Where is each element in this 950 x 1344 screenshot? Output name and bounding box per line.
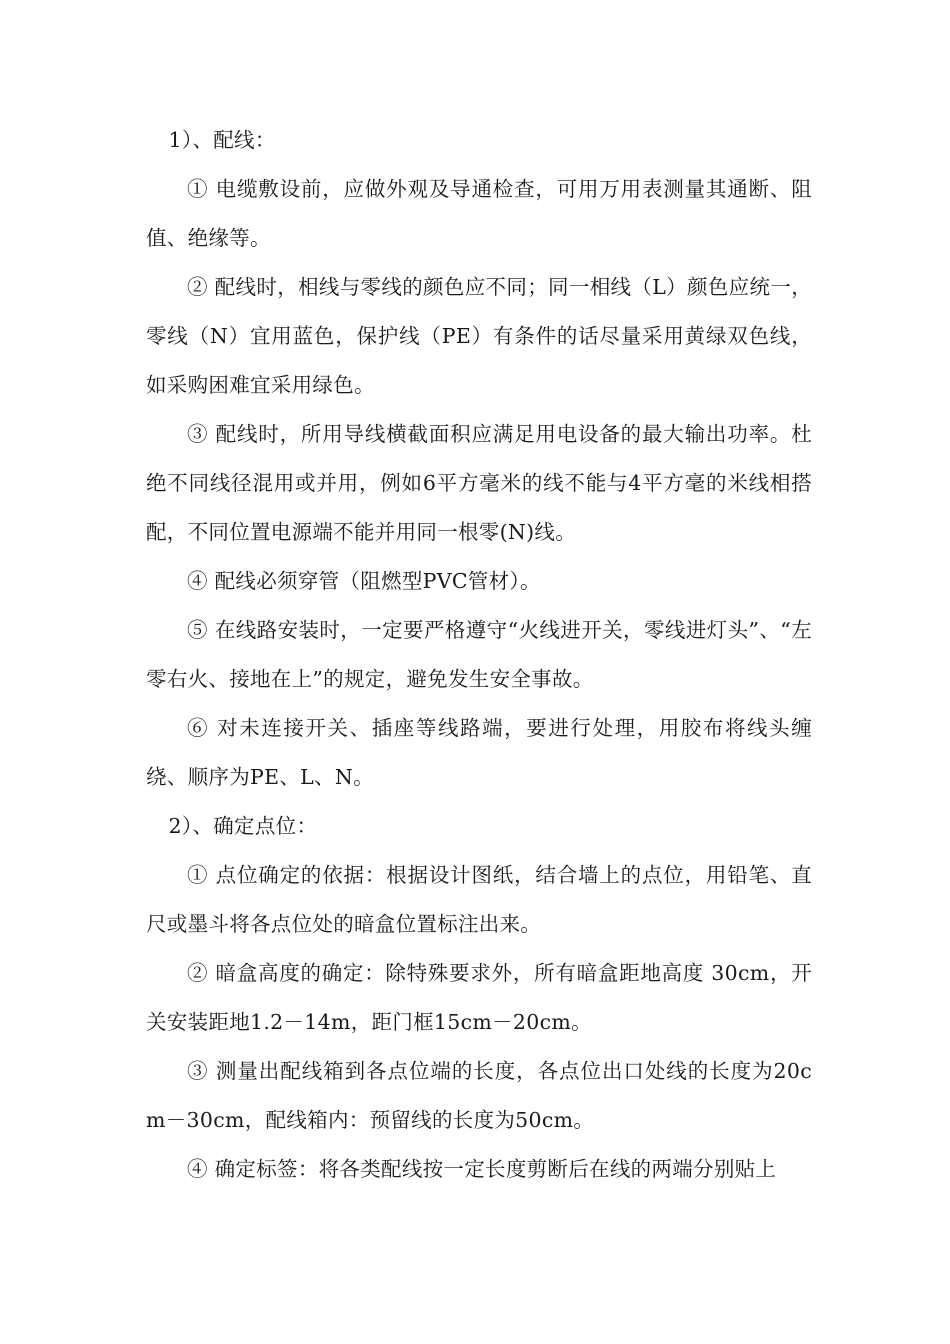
paragraph-box-height: ② 暗盒高度的确定：除特殊要求外，所有暗盒距地高度 30cm，开关安装距地1.2－14m，距门框15cm－20cm。 (146, 961, 812, 1034)
paragraph-wire-colors: ② 配线时，相线与零线的颜色应不同；同一相线（L）颜色应统一，零线（N）宜用蓝色，保护线（PE）有条件的话尽量采用黄绿双色线，如采购困难宜采用绿色。 (146, 275, 812, 397)
document-body (146, 116, 812, 1194)
section-heading-wiring: 1）、配线： (168, 128, 276, 152)
section-heading-points: 2）、确定点位： (168, 814, 318, 838)
paragraph-point-basis: ① 点位确定的依据：根据设计图纸，结合墙上的点位，用铅笔、直尺或墨斗将各点位处的暗盒位置标注出来。 (146, 863, 812, 936)
paragraph-safety-rules: ⑤ 在线路安装时，一定要严格遵守“火线进开关，零线进灯头”、“左零右火、接地在上”的规定，避免发生安全事故。 (146, 618, 812, 691)
paragraph-wire-length: ③ 测量出配线箱到各点位端的长度，各点位出口处线的长度为20cm－30cm，配线箱内：预留线的长度为50cm。 (146, 1059, 812, 1132)
paragraph-cable-inspection: ① 电缆敷设前，应做外观及导通检查，可用万用表测量其通断、阻值、绝缘等。 (146, 177, 812, 250)
paragraph-wire-cross-section: ③ 配线时，所用导线横截面积应满足用电设备的最大输出功率。杜绝不同线径混用或并用，例如6平方毫米的线不能与4平方毫的米线相搭配，不同位置电源端不能并用同一根零(N)线。 (146, 422, 812, 544)
paragraph-conduit: ④ 配线必须穿管（阻燃型PVC管材）。 (187, 569, 541, 593)
paragraph-unconnected-ends: ⑥ 对未连接开关、插座等线路端，要进行处理，用胶布将线头缠绕、顺序为PE、L、N。 (146, 716, 812, 789)
paragraph-labels: ④ 确定标签：将各类配线按一定长度剪断后在线的两端分别贴上 (187, 1157, 777, 1181)
